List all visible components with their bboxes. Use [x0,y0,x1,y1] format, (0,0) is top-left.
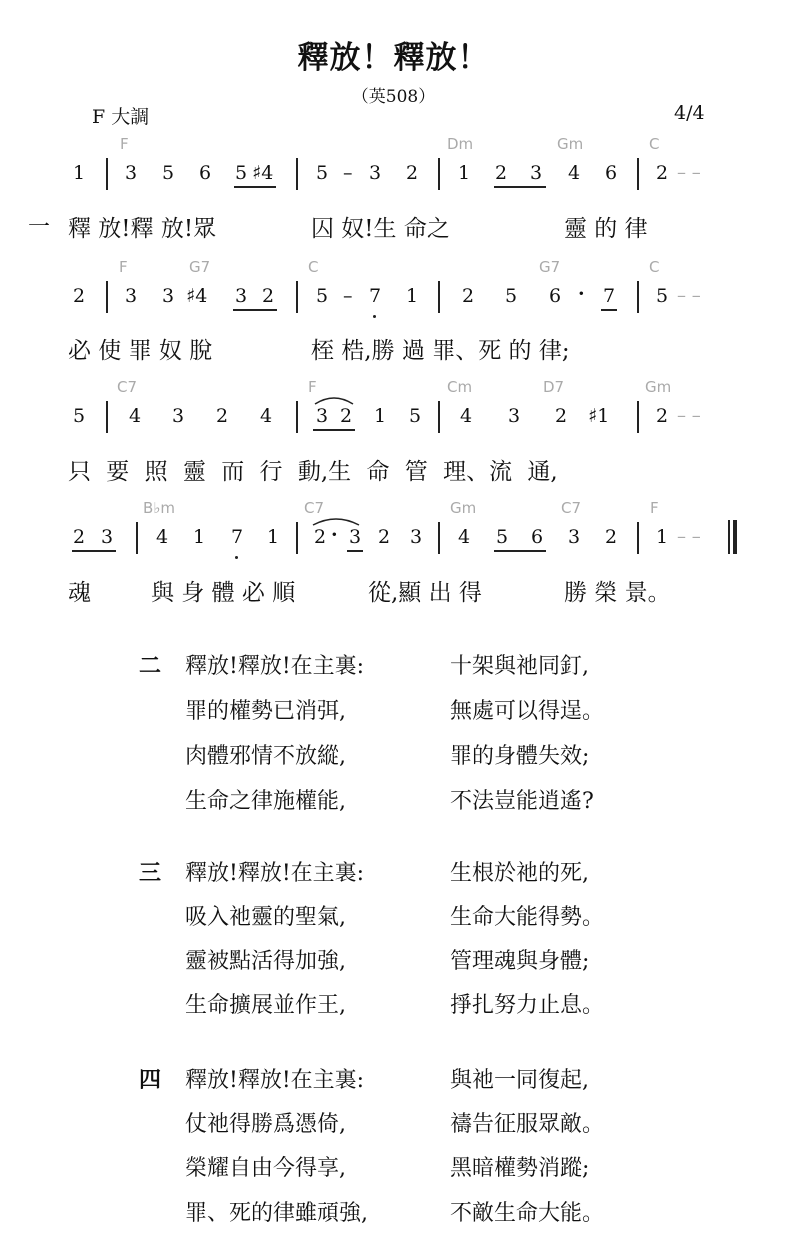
note: 5 [73,405,86,427]
dot-note: · [331,524,338,546]
note: 4 [129,405,142,427]
note: 6 [605,162,618,184]
barline [296,522,298,554]
note: 5 [316,162,329,184]
dot-note: · [578,283,585,305]
note: 3 [568,526,581,548]
verse-line-right: 生根於祂的死, [450,861,589,886]
barline [296,158,298,190]
chord: C [649,135,660,153]
note: ♯1 [588,405,610,427]
chord: D7 [543,378,565,396]
note: 3 [162,285,175,307]
chord: Gm [645,378,672,396]
held-note-dash: – – [677,405,701,426]
note: 3 [125,162,138,184]
chord: C7 [117,378,138,396]
chord: Dm [447,135,474,153]
beam-underline [234,186,276,188]
chord: Gm [450,499,477,517]
verse-number: 四 [139,1067,162,1093]
hymn-title: 釋放！釋放！ [297,40,490,76]
note: 7 [369,285,382,307]
verse-line-right: 十架與祂同釘, [450,654,589,679]
verse-number: 三 [139,860,162,886]
barline [106,401,108,433]
note: 3 [508,405,521,427]
note: 2 [656,405,669,427]
chord: Gm [557,135,584,153]
lyric-line: 釋 放!釋 放!眾 [68,216,217,242]
held-note-dash: – – [677,162,701,183]
note: 3 [410,526,423,548]
verse-line-left: 釋放!釋放!在主裏: [185,1068,365,1093]
chord: C7 [304,499,325,517]
chord: G7 [539,258,561,276]
verse-line-left: 肉體邪情不放縱, [185,744,346,769]
note: 1 [193,526,206,548]
lyric-line: 只 要 照 靈 而 行 動,生 命 管 理、流 通, [68,459,558,485]
note: 4 [458,526,471,548]
note: 5 [409,405,422,427]
verse-line-left: 罪、死的律雖頑強, [185,1201,368,1226]
note: 3 [316,405,329,427]
chord: F [120,135,129,153]
note: 2 [314,526,327,548]
lyric-line: 與 身 體 必 順 [151,580,296,606]
verse-line-left: 靈被點活得加強, [185,949,346,974]
note: 1 [267,526,280,548]
note: 2 [73,285,86,307]
verse-line-left: 榮耀自由今得享, [185,1156,346,1181]
note: 1 [374,405,387,427]
key-signature: F 大調 [92,106,150,128]
verse-line-right: 掙扎努力止息。 [450,993,605,1018]
note: 3 [172,405,185,427]
chord: F [650,499,659,517]
verse-line-right: 黑暗權勢消蹤; [450,1156,590,1181]
lyric-line: 必 使 罪 奴 脫 [68,338,213,364]
final-barline-thick [733,520,737,554]
chord: C [308,258,319,276]
note: 1 [458,162,471,184]
note: – [343,162,353,184]
beam-underline [494,186,546,188]
barline [438,522,440,554]
beam-underline [347,550,363,552]
note: 5 [656,285,669,307]
barline [438,281,440,313]
note: 6 [531,526,544,548]
note: 2 [462,285,475,307]
chord: C7 [561,499,582,517]
chord: F [308,378,317,396]
note: 5 [316,285,329,307]
time-signature: 4/4 [674,102,705,124]
final-barline-thin [728,520,730,554]
verse-line-left: 釋放!釋放!在主裏: [185,861,365,886]
note: ♯4 [186,285,208,307]
verse-number: 一 [28,215,51,240]
verse-number: 二 [139,653,162,679]
barline [637,158,639,190]
verse-line-right: 無處可以得逞。 [450,699,605,724]
chord: G7 [189,258,211,276]
verse-line-left: 釋放!釋放!在主裏: [185,654,365,679]
barline [296,401,298,433]
verse-line-left: 罪的權勢已消弭, [185,699,346,724]
verse-line-right: 與祂一同復起, [450,1068,589,1093]
note: 5 [235,162,248,184]
beam-underline [494,550,546,552]
lyric-line: 囚 奴!生 命之 [311,216,450,242]
lyric-line: 從,顯 出 得 [368,580,482,606]
note: 3 [530,162,543,184]
note: – [343,285,353,307]
note: 2 [378,526,391,548]
note: 4 [156,526,169,548]
beam-underline [72,550,116,552]
note: 2 [555,405,568,427]
note: 7 [603,285,616,307]
note: 6 [199,162,212,184]
note: 7 [231,526,244,548]
note: 4 [460,405,473,427]
chord: C [649,258,660,276]
note: 3 [349,526,362,548]
note: 2 [406,162,419,184]
note: 3 [369,162,382,184]
note: 3 [235,285,248,307]
verse-line-left: 吸入祂靈的聖氣, [185,905,346,930]
barline [106,281,108,313]
note: 5 [496,526,509,548]
barline [637,401,639,433]
low-octave-dot [235,556,238,559]
note: 5 [505,285,518,307]
chord: Cm [447,378,473,396]
chord: B♭m [143,499,175,517]
lyric-line: 靈 的 律 [564,216,648,242]
barline [637,281,639,313]
note: 2 [262,285,275,307]
barline [438,158,440,190]
note: 5 [162,162,175,184]
verse-line-right: 禱告征服眾敵。 [450,1112,605,1137]
verse-line-left: 仗祂得勝爲憑倚, [185,1112,346,1137]
barline [106,158,108,190]
verse-line-right: 生命大能得勢。 [450,905,605,930]
note: 2 [216,405,229,427]
held-note-dash: – – [677,285,701,306]
lyric-line: 勝 榮 景。 [564,580,671,606]
note: 6 [549,285,562,307]
note: 2 [656,162,669,184]
chord: F [119,258,128,276]
lyric-line: 桎 梏,勝 過 罪、死 的 律; [311,338,570,364]
note: 2 [605,526,618,548]
beam-underline [601,309,617,311]
note: 1 [656,526,669,548]
note: 3 [125,285,138,307]
note: 3 [101,526,114,548]
verse-line-left: 生命擴展並作王, [185,993,346,1018]
note: 4 [568,162,581,184]
lyric-line: 魂 [68,580,91,606]
verse-line-right: 不法豈能逍遙? [450,789,594,814]
low-octave-dot [373,315,376,318]
held-note-dash: – – [677,526,701,547]
verse-line-right: 罪的身體失效; [450,744,590,769]
hymn-number: （英508） [351,87,436,107]
note: 2 [340,405,353,427]
barline [438,401,440,433]
barline [136,522,138,554]
note: 2 [73,526,86,548]
note: 4 [260,405,273,427]
beam-underline [233,309,277,311]
note: ♯4 [252,162,274,184]
note: 1 [406,285,419,307]
verse-line-right: 管理魂與身體; [450,949,590,974]
note: 1 [73,162,86,184]
verse-line-right: 不敵生命大能。 [450,1201,605,1226]
verse-line-left: 生命之律施權能, [185,789,346,814]
note: 2 [495,162,508,184]
beam-underline [313,429,355,431]
barline [296,281,298,313]
barline [637,522,639,554]
